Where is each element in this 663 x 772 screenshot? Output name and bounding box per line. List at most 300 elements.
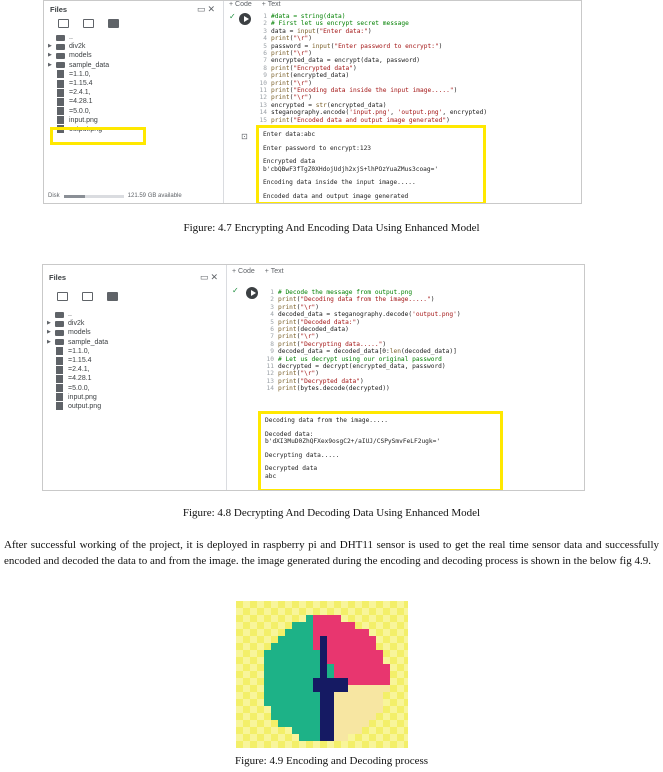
checker-cell [257,678,264,685]
checker-cell [292,734,299,741]
checker-cell [257,650,264,657]
mosaic-pixel [355,629,362,636]
file-item[interactable] [47,384,222,393]
checker-cell [250,706,257,713]
checker-cell [271,727,278,734]
code-line: 5 password = input("Enter password to encrypt:") [255,43,487,50]
mosaic-pixel [383,678,390,685]
mosaic-pixel [285,657,292,664]
checker-cell [264,636,271,643]
code-line: 10 # Let us decrypt using our original password [262,356,461,363]
checker-cell [285,615,292,622]
upload-file-icon[interactable] [58,19,69,28]
checker-cell [383,734,390,741]
new-window-icon[interactable]: ▭ [199,272,211,282]
mosaic-pixel [348,664,355,671]
mosaic-pixel [320,615,327,622]
checker-cell [250,657,257,664]
checker-cell [383,720,390,727]
code-line: 2 print("Decoding data from the image.....") [262,296,461,303]
checker-cell [376,734,383,741]
mosaic-pixel [292,650,299,657]
code-line: 6 print("\r") [255,50,487,57]
mosaic-pixel [264,699,271,706]
file-item[interactable] [48,116,219,125]
mosaic-pixel [306,657,313,664]
checker-cell [376,720,383,727]
file-toolbar [58,19,119,28]
checker-cell [397,671,404,678]
file-item[interactable] [47,365,222,374]
checker-cell [236,643,243,650]
checker-cell [271,720,278,727]
mosaic-pixel [341,713,348,720]
checker-cell [257,615,264,622]
checker-cell [257,706,264,713]
file-item[interactable] [47,374,222,383]
file-item-label: =1.15.4 [69,79,93,87]
checker-cell [278,629,285,636]
mosaic-pixel [362,636,369,643]
checker-cell [243,664,250,671]
checker-cell [348,741,355,748]
checker-cell [264,706,271,713]
mosaic-pixel [320,657,327,664]
mosaic-pixel [271,664,278,671]
checker-cell [257,636,264,643]
mosaic-pixel [341,636,348,643]
mosaic-pixel [271,699,278,706]
checker-cell [285,608,292,615]
mosaic-pixel [369,671,376,678]
checker-cell [299,601,306,608]
mosaic-pixel [306,713,313,720]
file-item-label: div2k [68,320,85,328]
file-item[interactable] [47,347,222,356]
file-item-label: sample_data [69,61,110,69]
code-line: 10 print("\r") [255,80,487,87]
mosaic-pixel [306,720,313,727]
mosaic-pixel [327,657,334,664]
checker-cell [243,706,250,713]
file-browser-panel [43,265,227,490]
checker-cell [404,685,408,692]
checker-cell [341,601,348,608]
mosaic-pixel [355,727,362,734]
figure-4-8-screenshot [42,264,585,491]
checker-cell [404,622,408,629]
checker-cell [236,636,243,643]
checker-cell [390,664,397,671]
checker-cell [397,608,404,615]
checker-cell [383,650,390,657]
mosaic-pixel [327,678,334,685]
checker-cell [243,615,250,622]
mosaic-pixel [306,727,313,734]
file-item[interactable] [47,310,222,319]
checker-cell [243,741,250,748]
mosaic-pixel [306,664,313,671]
checker-cell [271,601,278,608]
checker-cell [404,636,408,643]
mosaic-pixel [264,685,271,692]
mosaic-pixel [292,657,299,664]
checker-cell [257,608,264,615]
checker-cell [250,664,257,671]
expand-caret-icon[interactable]: ▶ [47,329,51,336]
mosaic-pixel [334,720,341,727]
checker-cell [243,699,250,706]
mosaic-pixel [369,692,376,699]
files-title: Files [50,5,68,14]
checker-cell [348,608,355,615]
checker-cell [292,741,299,748]
checker-cell [390,615,397,622]
file-item[interactable] [48,97,219,106]
file-item[interactable] [48,79,219,88]
checker-cell [250,713,257,720]
mosaic-pixel [292,713,299,720]
new-folder-icon[interactable] [83,19,94,28]
mosaic-pixel [299,734,306,741]
output-line: abc [265,472,277,480]
mosaic-pixel [327,699,334,706]
file-icon [57,98,64,106]
checker-cell [390,636,397,643]
mosaic-pixel [334,636,341,643]
checker-cell [285,741,292,748]
mosaic-pixel [313,692,320,699]
mosaic-pixel [362,650,369,657]
expand-caret-icon[interactable]: ▶ [48,43,52,50]
file-browser-panel [44,1,224,203]
file-item[interactable] [47,338,222,347]
mosaic-pixel [348,685,355,692]
mosaic-pixel [320,699,327,706]
mosaic-pixel [362,671,369,678]
mosaic-pixel [355,671,362,678]
mosaic-pixel [278,643,285,650]
checker-cell [397,629,404,636]
file-item[interactable] [48,107,219,116]
checker-cell [376,615,383,622]
mosaic-pixel [292,643,299,650]
add-code-button[interactable]: + Code [229,1,252,8]
checker-cell [390,608,397,615]
mount-drive-icon[interactable] [108,19,119,28]
line-number: 11 [259,87,267,95]
mosaic-pixel [334,706,341,713]
new-window-icon[interactable]: ▭ [196,4,208,14]
close-icon[interactable]: ✕ [210,272,220,282]
figure-4-9-caption: Figure: 4.9 Encoding and Decoding process [234,755,429,767]
checker-cell [376,636,383,643]
mosaic-pixel [334,629,341,636]
file-item[interactable] [47,402,222,411]
mosaic-pixel [376,657,383,664]
mosaic-pixel [320,706,327,713]
mosaic-pixel [348,629,355,636]
mosaic-pixel [285,692,292,699]
cell-done-check-icon: ✓ [229,12,236,21]
mosaic-pixel [334,650,341,657]
mosaic-pixel [313,720,320,727]
figure-4-8-caption: Figure: 4.8 Decrypting And Decoding Data Using Enhanced Model [182,507,481,519]
checker-cell [376,741,383,748]
mosaic-pixel [299,692,306,699]
checker-cell [250,636,257,643]
mosaic-pixel [348,671,355,678]
mosaic-pixel [313,727,320,734]
file-item[interactable] [48,88,219,97]
code-line: 11 print("Encoding data inside the input image.....") [255,87,487,94]
checker-cell [376,727,383,734]
new-folder-icon[interactable] [82,292,93,301]
file-item-label: .. [68,311,72,318]
checker-cell [404,608,408,615]
checker-cell [243,657,250,664]
file-icon [57,70,64,78]
file-item[interactable] [48,51,219,60]
mosaic-pixel [285,685,292,692]
folder-icon [55,339,64,345]
line-number: 12 [259,94,267,102]
checker-cell [250,622,257,629]
close-icon[interactable]: ✕ [207,4,217,14]
line-number: 5 [263,42,267,50]
checker-cell [397,699,404,706]
mosaic-pixel [362,713,369,720]
mosaic-pixel [299,685,306,692]
checker-cell [236,664,243,671]
mosaic-pixel [306,650,313,657]
code-line: 7 print("\r") [262,333,461,340]
checker-cell [243,734,250,741]
code-line: 4 decoded_data = steganography.decode('output.png') [262,311,461,318]
checker-cell [383,657,390,664]
file-item[interactable] [48,70,219,79]
checker-cell [264,734,271,741]
mosaic-pixel [299,678,306,685]
mosaic-pixel [327,713,334,720]
checker-cell [362,727,369,734]
file-item[interactable] [47,356,222,365]
checker-cell [285,601,292,608]
file-icon [57,89,64,97]
mosaic-pixel [285,636,292,643]
code-cell[interactable] [262,289,461,393]
mosaic-pixel [320,636,327,643]
mosaic-pixel [348,678,355,685]
mosaic-pixel [264,671,271,678]
mosaic-pixel [313,629,320,636]
checker-cell [257,692,264,699]
mosaic-pixel [313,706,320,713]
checker-cell [397,601,404,608]
checker-cell [271,622,278,629]
output-line: Enter data:abc [263,131,316,138]
checker-cell [257,734,264,741]
file-item-label: models [68,329,91,337]
mosaic-pixel [292,692,299,699]
expand-caret-icon[interactable]: ▶ [48,52,52,59]
checker-cell [355,622,362,629]
mosaic-pixel [306,706,313,713]
mosaic-pixel [369,685,376,692]
checker-cell [390,650,397,657]
checker-cell [404,643,408,650]
checker-cell [313,741,320,748]
line-number: 3 [270,303,274,311]
mosaic-pixel [348,727,355,734]
checker-cell [257,720,264,727]
code-line: 2 # First let us encrypt secret message [255,20,487,27]
checker-cell [327,608,334,615]
file-icon [57,107,64,115]
mosaic-pixel [362,699,369,706]
mosaic-pixel [271,650,278,657]
mosaic-pixel [271,692,278,699]
mosaic-pixel [369,699,376,706]
cell-output [258,411,503,491]
mosaic-pixel [341,643,348,650]
checker-cell [397,678,404,685]
notebook-toolbar [232,268,284,279]
mosaic-pixel [327,636,334,643]
mosaic-pixel [341,727,348,734]
checker-cell [250,629,257,636]
file-item-label: =5.0.0, [68,384,90,392]
folder-icon [55,321,64,327]
expand-caret-icon[interactable]: ▶ [47,338,51,345]
output-line: Decoding data from the image..... [265,417,388,424]
notebook-area [228,265,584,490]
checker-cell [404,671,408,678]
mosaic-pixel [278,650,285,657]
mosaic-pixel [306,678,313,685]
file-item[interactable] [48,33,219,42]
checker-cell [292,608,299,615]
figure-4-7-caption: Figure: 4.7 Encrypting And Encoding Data Using Enhanced Model [183,222,480,234]
disk-usage-fill [64,195,85,198]
body-paragraph: After successful working of the project, it is deployed in raspberry pi and DHT11 sensor is used to get the real time sensor data and successfully encoded and decoded the data to and from the image. the image generated during the encoding and decoding process is shown in the below fig 4.9. [4,539,659,567]
mosaic-pixel [306,615,313,622]
checker-cell [264,720,271,727]
checker-cell [285,622,292,629]
mosaic-pixel [341,692,348,699]
mosaic-pixel [264,678,271,685]
checker-cell [278,741,285,748]
mosaic-pixel [348,643,355,650]
checker-cell [250,741,257,748]
line-number: 6 [263,50,267,58]
file-item-label: =2.4.1, [68,366,90,374]
mosaic-pixel [376,678,383,685]
mosaic-pixel [341,678,348,685]
file-item[interactable] [48,61,219,70]
mosaic-pixel [271,706,278,713]
mosaic-pixel [313,657,320,664]
folder-icon [56,35,65,41]
mosaic-pixel [313,699,320,706]
checker-cell [243,636,250,643]
output-png-highlight [50,127,146,145]
mosaic-pixel [320,692,327,699]
code-line: 7 encrypted_data = encrypt(data, password) [255,57,487,64]
mosaic-pixel [299,622,306,629]
mosaic-pixel [341,671,348,678]
line-number: 8 [263,64,267,72]
file-icon [56,366,63,374]
checker-cell [383,727,390,734]
file-item-label: =2.4.1, [69,89,91,97]
mosaic-pixel [341,734,348,741]
add-code-button[interactable]: + Code [232,268,255,275]
mosaic-pixel [320,727,327,734]
add-text-button[interactable]: + Text [264,268,284,275]
line-number: 2 [263,20,267,28]
mosaic-pixel [292,622,299,629]
mosaic-pixel [306,622,313,629]
mosaic-pixel [334,699,341,706]
line-number: 3 [263,27,267,35]
mosaic-pixel [355,636,362,643]
file-item[interactable] [48,42,219,51]
mosaic-pixel [292,727,299,734]
line-number: 13 [259,101,267,109]
mosaic-pixel [348,622,355,629]
mosaic-pixel [292,678,299,685]
mosaic-pixel [313,643,320,650]
checker-cell [250,601,257,608]
checker-cell [404,615,408,622]
mosaic-pixel [362,657,369,664]
file-item[interactable] [47,393,222,402]
checker-cell [362,741,369,748]
file-item[interactable] [47,328,222,337]
file-icon [56,347,63,355]
expand-caret-icon[interactable]: ▶ [48,61,52,68]
checker-cell [390,741,397,748]
expand-caret-icon[interactable]: ▶ [47,320,51,327]
checker-cell [299,608,306,615]
checker-cell [306,601,313,608]
mosaic-pixel [376,706,383,713]
code-cell[interactable] [255,13,487,124]
mosaic-pixel [369,636,376,643]
line-number: 2 [270,296,274,304]
mosaic-pixel [341,706,348,713]
add-text-button[interactable]: + Text [261,1,281,8]
checker-cell [278,615,285,622]
run-cell-button[interactable] [239,13,251,25]
file-item-label: input.png [69,116,98,124]
file-item[interactable] [47,319,222,328]
run-cell-button[interactable] [246,287,258,299]
checker-cell [264,622,271,629]
upload-file-icon[interactable] [57,292,68,301]
checker-cell [397,692,404,699]
checker-cell [299,615,306,622]
mosaic-pixel [278,713,285,720]
checker-cell [250,734,257,741]
mosaic-pixel [320,734,327,741]
mount-drive-icon[interactable] [107,292,118,301]
checker-cell [397,615,404,622]
mosaic-pixel [362,678,369,685]
mosaic-pixel [369,650,376,657]
checker-cell [327,741,334,748]
